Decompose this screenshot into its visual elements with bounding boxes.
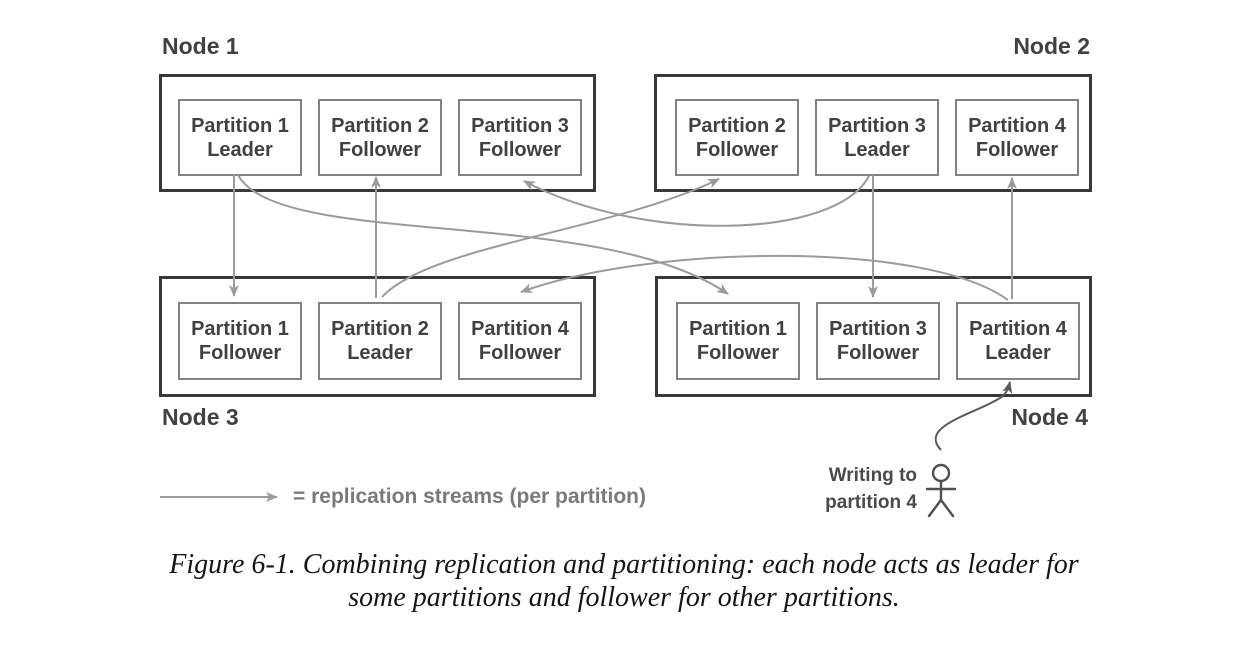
partition-role: Leader	[844, 138, 910, 161]
partition-box-n3-p4	[458, 302, 582, 380]
partition-role: Follower	[975, 138, 1059, 161]
figure-caption-line2: some partitions and follower for other partitions.	[348, 582, 900, 613]
partition-box-n4-p1	[676, 302, 800, 380]
partition-name: Partition 4	[969, 318, 1067, 340]
partition-role: Follower	[478, 138, 562, 161]
writing-annotation-line2: partition 4	[825, 492, 917, 513]
partition-box-n1-p3	[458, 99, 582, 176]
partition-box-n4-p3	[816, 302, 940, 380]
partition-box-n1-p1	[178, 99, 302, 176]
partition-name: Partition 1	[689, 318, 787, 340]
partition-box-n2-p4	[955, 99, 1079, 176]
partition-box-n2-p2	[675, 99, 799, 176]
partition-box-n3-p1	[178, 302, 302, 380]
partition-role: Follower	[338, 138, 422, 161]
node-1-box	[159, 74, 596, 192]
node-2-label: Node 2	[1013, 33, 1090, 59]
partition-box-n2-p3	[815, 99, 939, 176]
node-1-label: Node 1	[162, 33, 239, 59]
partition-role: Follower	[836, 342, 920, 364]
partition-box-n4-p4	[956, 302, 1080, 380]
node-3-label: Node 3	[162, 404, 239, 430]
partition-role: Follower	[198, 342, 282, 364]
node-4-label: Node 4	[1011, 404, 1088, 430]
partition-name: Partition 3	[471, 114, 569, 137]
legend-label: = replication streams (per partition)	[293, 485, 647, 508]
partition-name: Partition 1	[191, 114, 289, 137]
partition-role: Follower	[695, 138, 779, 161]
figure-caption-line1: Figure 6-1. Combining replication and partitioning: each node acts as leader for	[169, 549, 1079, 580]
partition-name: Partition 2	[331, 318, 429, 340]
figure-caption	[0, 548, 1248, 614]
partition-name: Partition 4	[968, 114, 1066, 137]
partition-role: Follower	[696, 342, 780, 364]
partition-role: Leader	[207, 138, 273, 161]
partition-role: Leader	[347, 342, 413, 364]
partition-name: Partition 3	[828, 114, 926, 137]
partition-name: Partition 1	[191, 318, 289, 340]
writing-annotation-line1: Writing to	[828, 465, 917, 486]
node-2-box	[654, 74, 1092, 192]
partition-box-n1-p2	[318, 99, 442, 176]
partition-role: Follower	[478, 342, 562, 364]
partition-name: Partition 2	[688, 114, 786, 137]
node-3-box	[159, 276, 596, 397]
partition-name: Partition 2	[331, 114, 429, 137]
user-stick-figure-icon	[927, 465, 955, 516]
partition-name: Partition 3	[829, 318, 927, 340]
partition-box-n3-p2	[318, 302, 442, 380]
writing-annotation	[825, 462, 917, 516]
node-4-box	[655, 276, 1092, 397]
partition-role: Leader	[985, 342, 1051, 364]
partition-name: Partition 4	[471, 318, 569, 340]
